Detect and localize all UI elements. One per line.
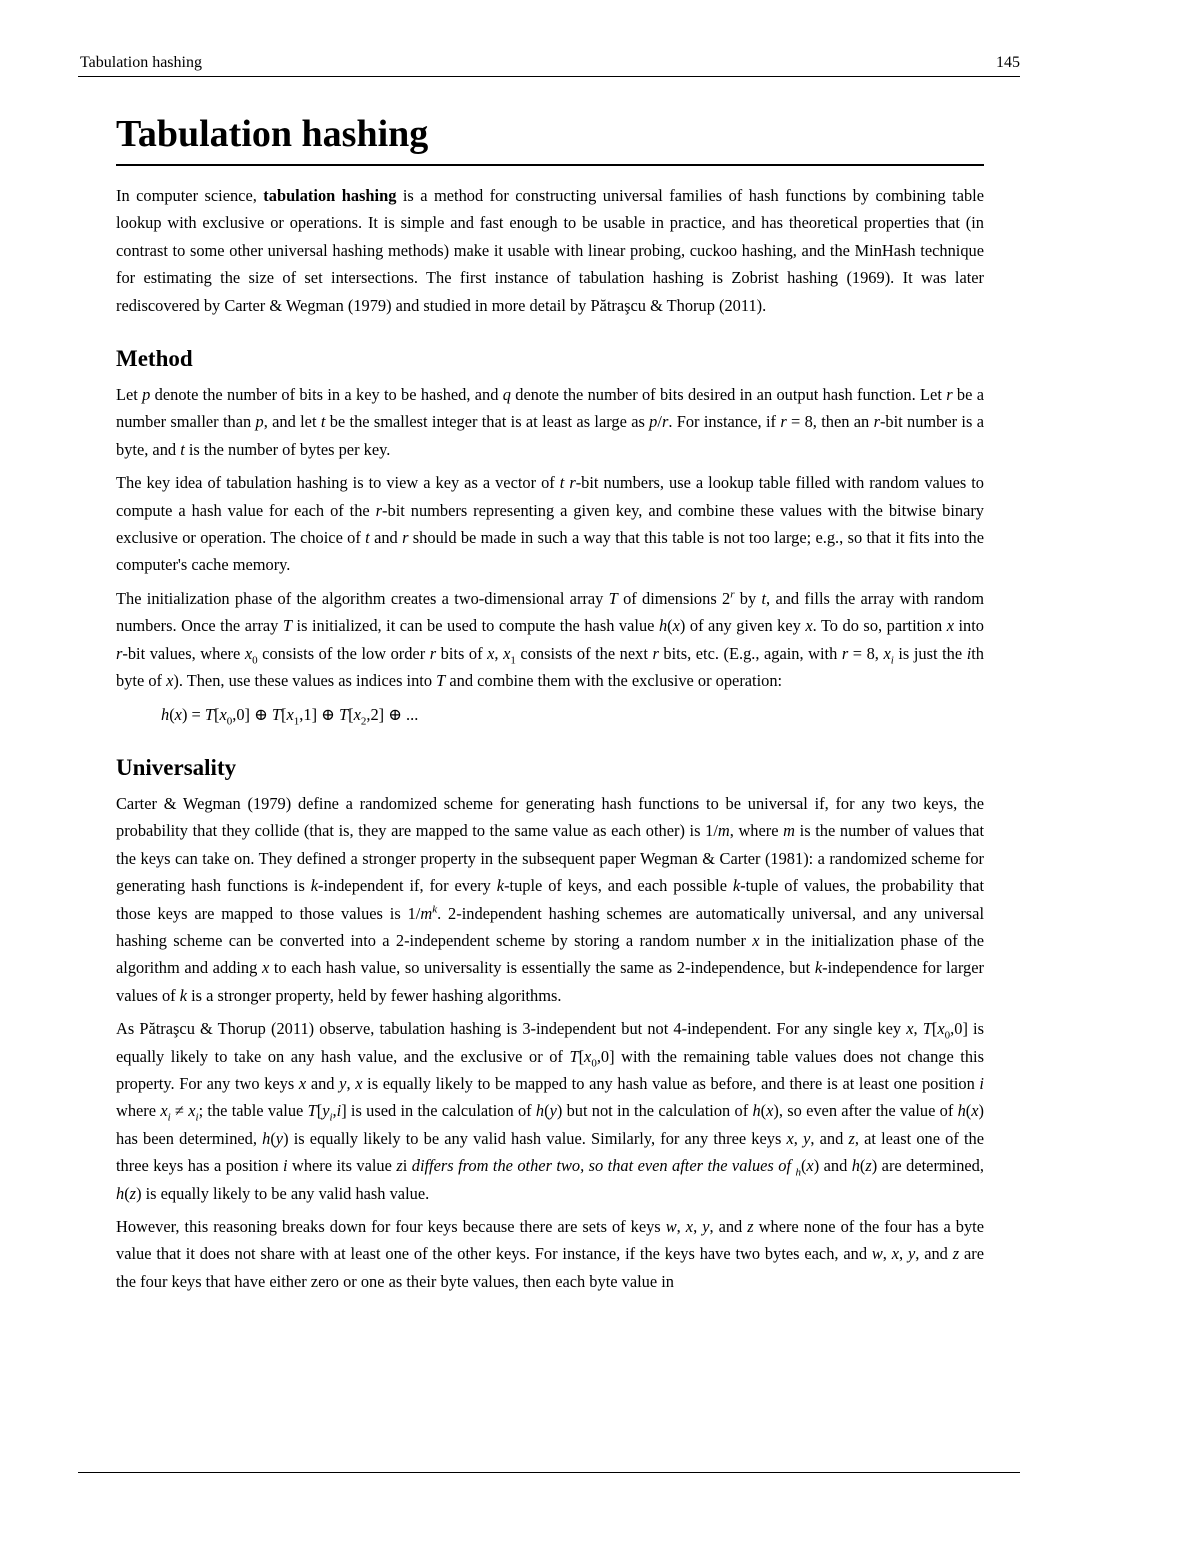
page-number: 145 [996, 54, 1020, 71]
method-paragraph-3: The initialization phase of the algorithm creates a two-dimensional array T of dimensions 2$^r$ by t, and fills the array with random numbers. Once the array T is initialized, it can be used to compute the hash value h(x) of any given key x. To do so, partition x into r-bit values, where $x_0$ consists of the low order r bits of x, $x_1$ consists of the next r bits, etc. (E.g., again, with r = 8, $x_i$ is just the ith byte of x). Then, use these values as indices into T and combine them with the exclusive or operation: [116, 588, 985, 691]
article-content [116, 110, 984, 1301]
universality-paragraph-2: As Pătraşcu & Thorup (2011) observe, tabulation hashing is 3-independent but not 4-independent. For any single key x, $T[x_0,0]$ is equally likely to take on any hash value, and the exclusive or of $T[x_0,0]$ with the remaining table values does not change this property. For any two keys x and y, x is equally likely to be mapped to any hash value as before, and there is at least one position i where $x_i \ne x_i$; the table value $T[y_i,i]$ is used in the calculation of h(y) but not in the calculation of h(x), so even after the value of h(x) has been determined, h(y) is equally likely to be any valid hash value. Similarly, for any three keys x, y, and z, at least one of the three keys has a position i where its value zi differs from the other two, so that even after the values of $_h$(x) and h(z) are determined, h(z) is equally likely to be any valid hash value. [116, 1019, 985, 1203]
intro-bold-term: tabulation hashing [263, 186, 397, 205]
hash-formula: $h(x) = T[x_0,0]$ ⊕ $T[x_1,1]$ ⊕ $T[x_2,2]$ ⊕ ... [161, 704, 419, 727]
running-header [78, 54, 1020, 77]
footer-rule [78, 1472, 1020, 1473]
section-heading-method: Method [116, 346, 193, 372]
running-title: Tabulation hashing [80, 54, 202, 71]
intro-paragraph [116, 182, 984, 319]
section-heading-universality: Universality [116, 754, 237, 780]
article-title: Tabulation hashing [116, 110, 984, 166]
method-paragraph-2: The key idea of tabulation hashing is to view a key as a vector of t r-bit numbers, use a lookup table filled with random values to compute a hash value for each of the r-bit numbers representing a given key, and combine these values with the bitwise binary exclusive or operation. The choice of t and r should be made in such a way that this table is not too large; e.g., so that it fits into the computer's cache memory. [116, 473, 985, 575]
method-paragraph-1: Let p denote the number of bits in a key to be hashed, and q denote the number of bits desired in an output hash function. Let r be a number smaller than p, and let t be the smallest integer that is at least as large as p/r. For instance, if r = 8, then an r-bit number is a byte, and t is the number of bytes per key. [116, 385, 984, 459]
universality-paragraph-3: However, this reasoning breaks down for four keys because there are sets of keys w, x, y, and z where none of the four has a byte value that it does not share with at least one of the other keys. For instance, if the keys have two bytes each, and w, x, y, and z are the four keys that have either zero or one as their byte values, then each byte value in [116, 1217, 985, 1291]
intro-opening: In computer science, [116, 186, 264, 205]
universality-paragraph-1: Carter & Wegman (1979) define a randomized scheme for generating hash functions to be universal if, for any two keys, the probability that they collide (that is, they are mapped to the same value as each other) is 1/m, where m is the number of values that the keys can take on. They defined a stronger property in the subsequent paper Wegman & Carter (1981): a randomized scheme for generating hash functions is k-independent if, for every k-tuple of keys, and each possible k-tuple of values, the probability that those keys are mapped to those values is $1/m^k$. 2-independent hashing schemes are automatically universal, and any universal hashing scheme can be converted into a 2-independent scheme by storing a random number x in the initialization phase of the algorithm and adding x to each hash value, so universality is essentially the same as 2-independence, but k-independence for larger values of k is a stronger property, held by fewer hashing algorithms. [116, 793, 985, 1005]
intro-rest: is a method for constructing universal families of hash functions by combining table lookup with exclusive or operations. It is simple and fast enough to be usable in practice, and has theoretical properties that (in contrast to some other universal hashing methods) make it usable with linear probing, cuckoo hashing, and the MinHash technique for estimating the size of set intersections. The first instance of tabulation hashing is Zobrist hashing (1969). It was later rediscovered by Carter & Wegman (1979) and studied in more detail by Pătraşcu & Thorup (2011). [116, 186, 984, 315]
